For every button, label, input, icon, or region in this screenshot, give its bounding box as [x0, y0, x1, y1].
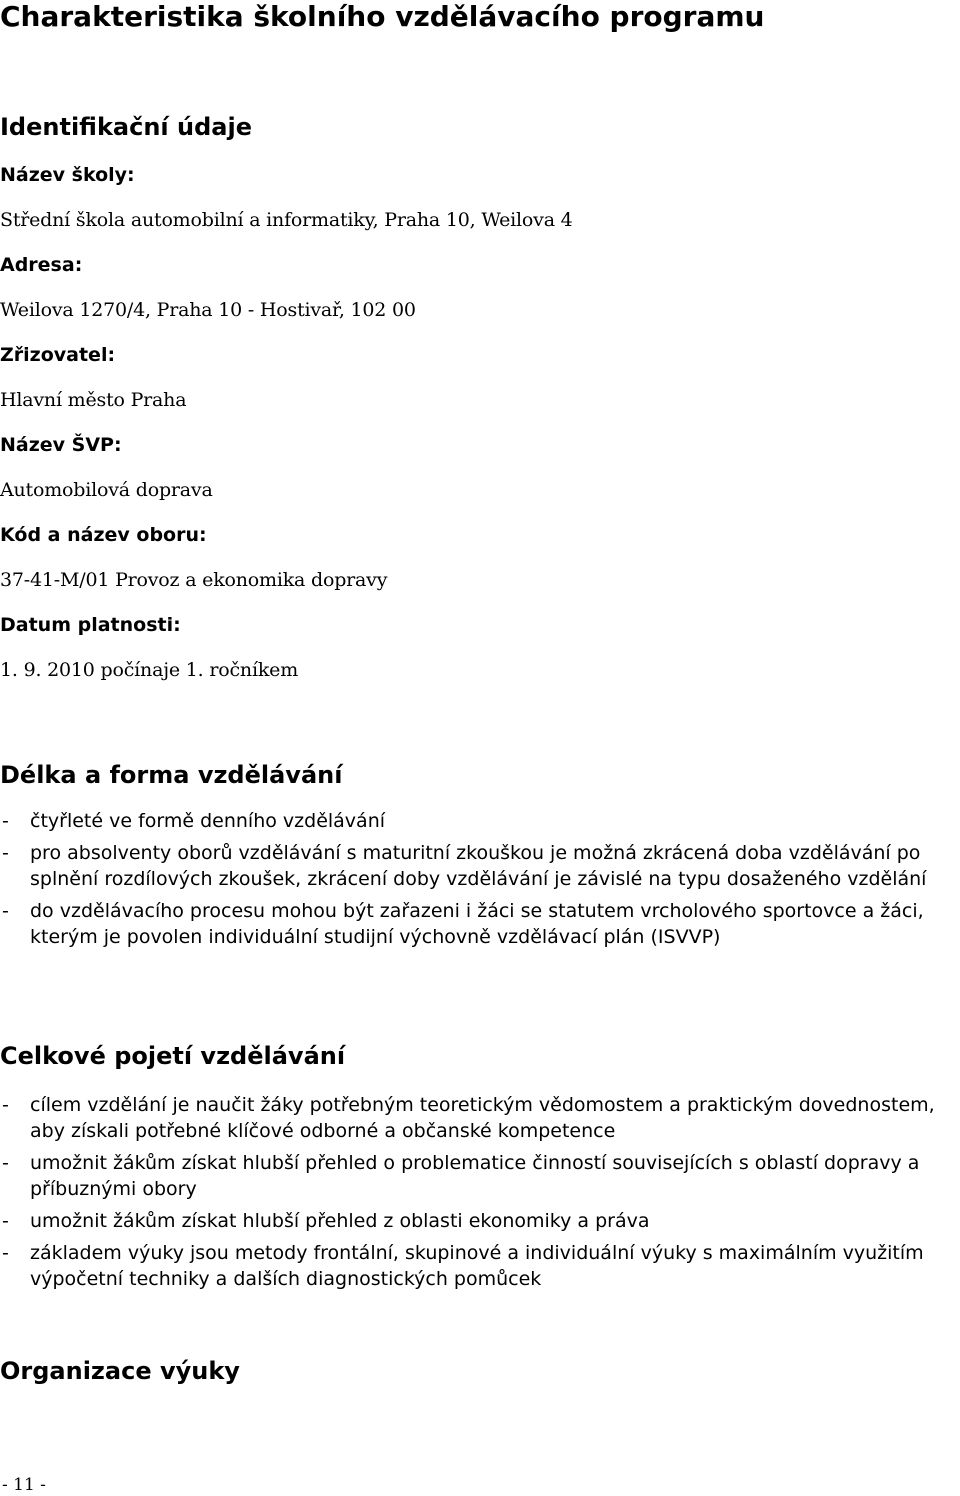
- bullet-dash: -: [2, 1094, 9, 1116]
- list-item-text: cílem vzdělání je naučit žáky potřebným teoretickým vědomostem a praktickým dovednostem, aby získali potřebné klíčové odborné a občanské kompetence: [30, 1094, 935, 1142]
- page-number: - 11 -: [2, 1475, 46, 1495]
- document-title: Charakteristika školního vzdělávacího programu: [0, 0, 765, 33]
- field-value-program-name: Automobilová doprava: [0, 479, 213, 501]
- bullet-dash: -: [2, 1210, 9, 1232]
- list-item: [0, 808, 950, 834]
- list-item-text: čtyřleté ve formě denního vzdělávání: [30, 810, 386, 832]
- duration-list: [0, 808, 950, 950]
- bullet-dash: -: [2, 810, 9, 832]
- section-heading-identification: Identifikační údaje: [0, 113, 252, 141]
- field-value-field-code: 37-41-M/01 Provoz a ekonomika dopravy: [0, 569, 388, 591]
- bullet-dash: -: [2, 900, 9, 922]
- field-label-address: Adresa:: [0, 254, 83, 276]
- field-value-school-name: Střední škola automobilní a informatiky, Praha 10, Weilova 4: [0, 209, 573, 231]
- concept-list: [0, 1092, 950, 1292]
- field-value-founder: Hlavní město Praha: [0, 389, 187, 411]
- list-item: [0, 1150, 950, 1202]
- list-item: [0, 1092, 950, 1144]
- section-heading-duration: Délka a forma vzdělávání: [0, 761, 343, 789]
- list-item: [0, 1208, 950, 1234]
- field-value-address: Weilova 1270/4, Praha 10 - Hostivař, 102 00: [0, 299, 416, 321]
- section-heading-concept: Celkové pojetí vzdělávání: [0, 1042, 346, 1070]
- list-item-text: do vzdělávacího procesu mohou být zařazeni i žáci se statutem vrcholového sportovce a žáci, kterým je povolen individuální studijní výchovně vzdělávací plán (ISVVP): [30, 900, 924, 948]
- list-item-text: umožnit žákům získat hlubší přehled o problematice činností souvisejících s oblastí dopravy a příbuznými obory: [30, 1152, 920, 1200]
- list-item-text: základem výuky jsou metody frontální, skupinové a individuální výuky s maximálním využitím výpočetní techniky a dalších diagnostických pomůcek: [30, 1242, 924, 1290]
- field-label-school-name: Název školy:: [0, 164, 135, 186]
- list-item: [0, 1240, 950, 1292]
- field-label-validity-date: Datum platnosti:: [0, 614, 181, 636]
- bullet-dash: -: [2, 1152, 9, 1174]
- bullet-dash: -: [2, 1242, 9, 1264]
- list-item: [0, 898, 950, 950]
- list-item-text: umožnit žákům získat hlubší přehled z oblasti ekonomiky a práva: [30, 1210, 650, 1232]
- section-heading-organization: Organizace výuky: [0, 1357, 240, 1385]
- field-label-program-name: Název ŠVP:: [0, 434, 122, 456]
- field-label-field-code: Kód a název oboru:: [0, 524, 207, 546]
- list-item: [0, 840, 950, 892]
- list-item-text: pro absolventy oborů vzdělávání s maturitní zkouškou je možná zkrácená doba vzdělávání po splnění rozdílových zkoušek, zkrácení doby vzdělávání je závislé na typu dosaženého vzdělání: [30, 842, 927, 890]
- bullet-dash: -: [2, 842, 9, 864]
- field-label-founder: Zřizovatel:: [0, 344, 116, 366]
- field-value-validity-date: 1. 9. 2010 počínaje 1. ročníkem: [0, 659, 299, 681]
